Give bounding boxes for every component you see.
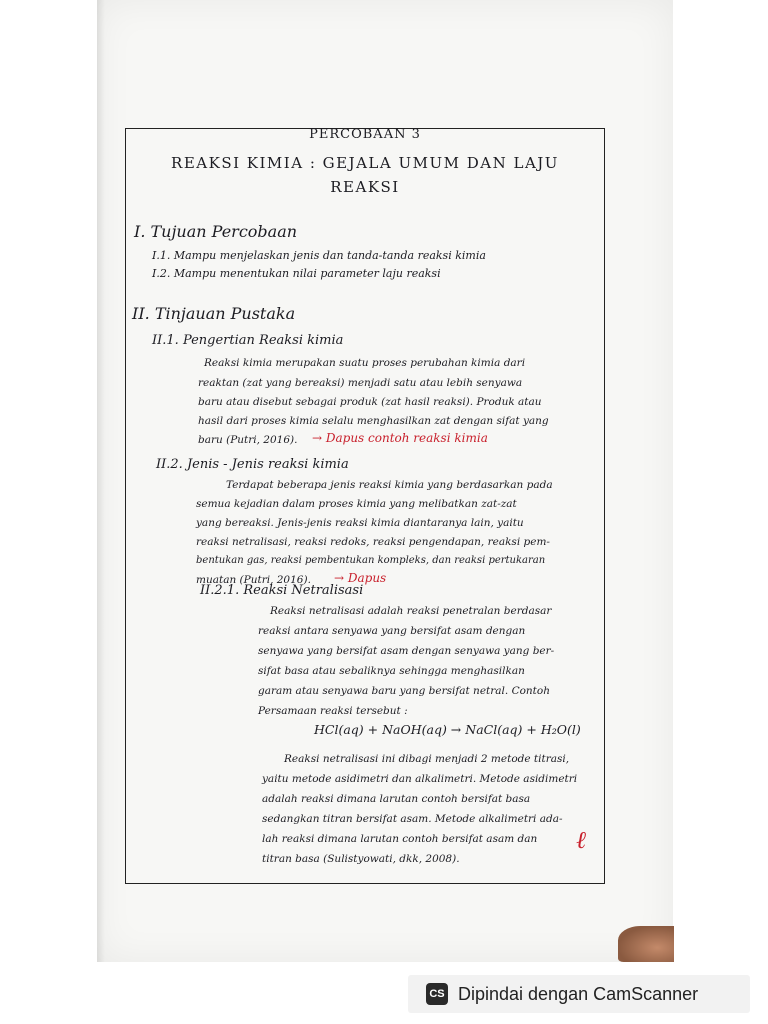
thumb-corner: [618, 926, 674, 962]
paragraph-line: baru (Putri, 2016).: [198, 434, 298, 446]
paragraph-line: Reaksi kimia merupakan suatu proses perubahan kimia dari: [204, 357, 526, 369]
paragraph-line: Persamaan reaksi tersebut :: [258, 705, 408, 717]
page-title-line1: REAKSI KIMIA : GEJALA UMUM DAN LAJU: [171, 154, 559, 172]
paragraph-line: bentukan gas, reaksi pembentukan kompleks, dan reaksi pertukaran: [196, 555, 546, 566]
camscanner-badge: [408, 975, 750, 1013]
paragraph-line: reaksi netralisasi, reaksi redoks, reaksi pengendapan, reaksi pem-: [196, 536, 550, 548]
paragraph-line: hasil dari proses kimia selalu menghasilkan zat dengan sifat yang: [198, 415, 549, 427]
paragraph-line: adalah reaksi dimana larutan contoh bersifat basa: [262, 793, 531, 805]
camscanner-text: Dipindai dengan CamScanner: [458, 983, 699, 1004]
paragraph-line: reaktan (zat yang bereaksi) menjadi satu atau lebih senyawa: [198, 377, 523, 389]
subsection-2-2-1-heading: II.2.1. Reaksi Netralisasi: [200, 583, 364, 598]
red-annotation-dapus-contoh: → Dapus contoh reaksi kimia: [312, 431, 488, 445]
paragraph-line: titran basa (Sulistyowati, dkk, 2008).: [262, 853, 460, 865]
chemical-equation: HCl(aq) + NaOH(aq) → NaCl(aq) + H₂O(l): [314, 722, 581, 737]
paragraph-line: reaksi antara senyawa yang bersifat asam dengan: [258, 625, 526, 637]
paper-edge-shadow: [97, 0, 105, 962]
paragraph-line: sifat basa atau sebaliknya sehingga menghasilkan: [258, 665, 525, 677]
subsection-2-2-heading: II.2. Jenis - Jenis reaksi kimia: [156, 457, 349, 472]
paragraph-line: baru atau disebut sebagai produk (zat hasil reaksi). Produk atau: [198, 396, 542, 408]
paragraph-line: garam atau senyawa baru yang bersifat netral. Contoh: [258, 685, 550, 697]
red-annotation-dapus: → Dapus: [334, 571, 387, 585]
paragraph-line: muatan (Putri, 2016).: [196, 574, 311, 586]
section-1-heading: I. Tujuan Percobaan: [134, 222, 298, 241]
section-2-heading: II. Tinjauan Pustaka: [132, 304, 296, 323]
paragraph-line: senyawa yang bersifat asam dengan senyawa yang ber-: [258, 645, 555, 657]
camscanner-logo-icon: CS: [426, 983, 448, 1005]
paragraph-line: semua kejadian dalam proses kimia yang melibatkan zat-zat: [196, 498, 517, 510]
experiment-number: PERCOBAAN 3: [309, 127, 421, 142]
paragraph-line: yaitu metode asidimetri dan alkalimetri. Metode asidimetri: [262, 773, 578, 785]
page-title-line2: REAKSI: [330, 178, 400, 196]
paragraph-line: Reaksi netralisasi adalah reaksi penetralan berdasar: [270, 605, 552, 617]
section-1-item-2: I.2. Mampu menentukan nilai parameter laju reaksi: [152, 267, 441, 280]
paragraph-line: Terdapat beberapa jenis reaksi kimia yang berdasarkan pada: [226, 479, 553, 491]
paragraph-line: Reaksi netralisasi ini dibagi menjadi 2 metode titrasi,: [284, 753, 570, 765]
paragraph-line: lah reaksi dimana larutan contoh bersifat asam dan: [262, 833, 538, 845]
red-initial-mark: ℓ: [576, 826, 586, 854]
subsection-2-1-heading: II.1. Pengertian Reaksi kimia: [152, 333, 344, 348]
section-1-item-1: I.1. Mampu menjelaskan jenis dan tanda-tanda reaksi kimia: [152, 249, 486, 262]
paragraph-line: sedangkan titran bersifat asam. Metode alkalimetri ada-: [262, 813, 563, 825]
paragraph-line: yang bereaksi. Jenis-jenis reaksi kimia diantaranya lain, yaitu: [196, 517, 524, 529]
